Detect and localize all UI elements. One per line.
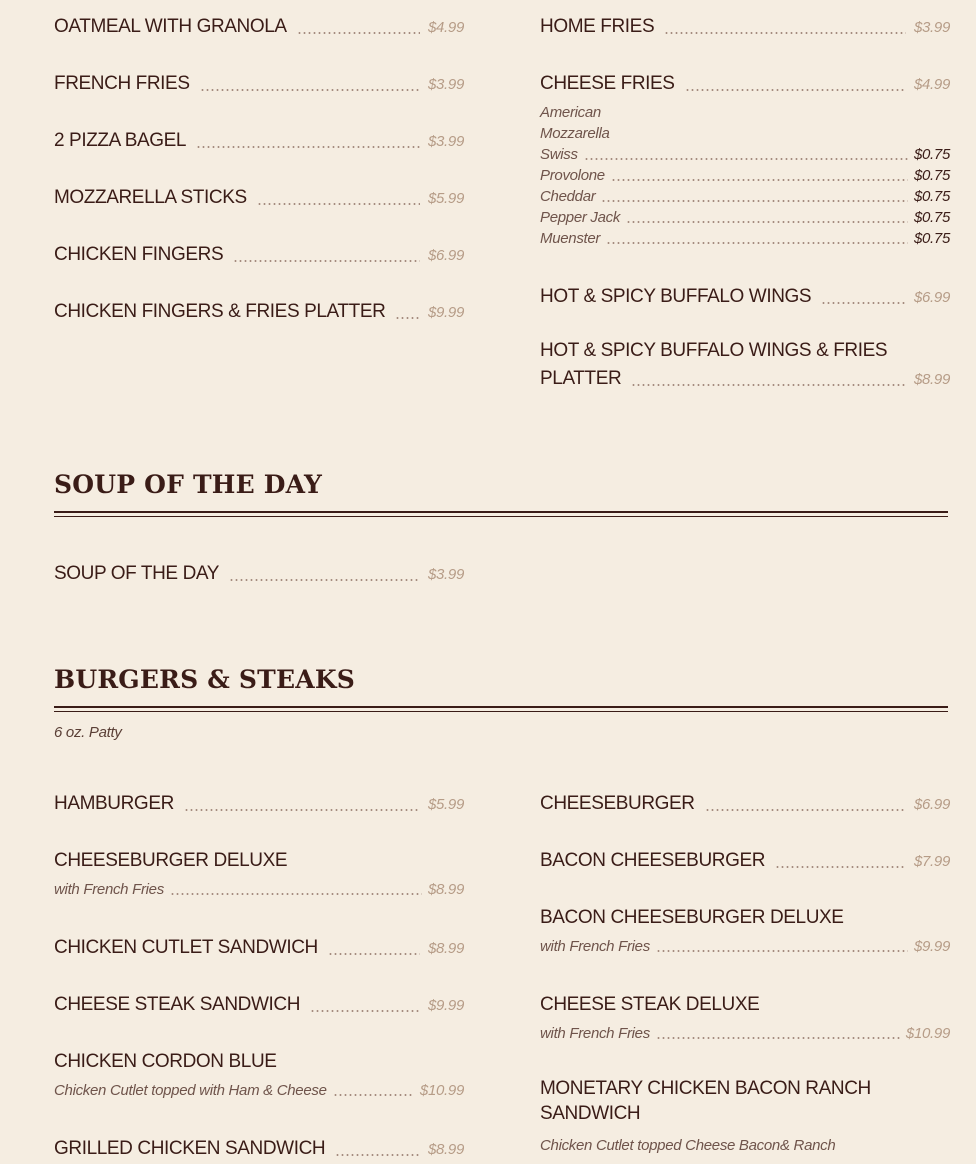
option-price: $0.75: [913, 167, 950, 184]
menu-item-detail: [540, 1024, 950, 1044]
menu-item-chicken-cutlet-sandwich: [54, 933, 464, 959]
item-price: $5.99: [427, 796, 464, 813]
menu-item-french-fries: [54, 69, 464, 95]
item-price: $3.99: [427, 566, 464, 583]
menu-item-monetary-line1: MONETARY CHICKEN BACON RANCH: [540, 1078, 871, 1099]
dot-leader: [821, 302, 906, 304]
item-name: CHEESEBURGER: [540, 793, 695, 814]
dot-leader: [229, 579, 420, 581]
item-name: FRENCH FRIES: [54, 73, 190, 94]
item-detail: with French Fries: [540, 1025, 650, 1042]
dot-leader: [333, 1094, 414, 1096]
menu-item-chicken-cordon-blue: [54, 1047, 464, 1073]
item-name: BACON CHEESEBURGER DELUXE: [540, 907, 844, 928]
menu-item-bacon-cheeseburger: [540, 846, 950, 872]
option-name: American: [540, 104, 601, 121]
dot-leader: [685, 89, 906, 91]
item-name: CHEESEBURGER DELUXE: [54, 850, 288, 871]
dot-leader: [775, 866, 906, 868]
menu-item-soup: [54, 559, 464, 585]
section-divider: [54, 706, 948, 708]
dot-leader: [584, 158, 908, 160]
menu-item-hamburger: [54, 789, 464, 815]
cheese-option-cheddar: [540, 187, 950, 207]
cheese-option-mozzarella: [540, 124, 950, 144]
dot-leader: [328, 953, 420, 955]
item-name: CHEESE STEAK SANDWICH: [54, 994, 301, 1015]
item-name: CHICKEN CORDON BLUE: [54, 1051, 277, 1072]
item-detail: with French Fries: [540, 938, 650, 955]
item-price: $9.99: [427, 997, 464, 1014]
item-name: CHICKEN CUTLET SANDWICH: [54, 937, 318, 958]
section-note: 6 oz. Patty: [54, 724, 122, 741]
item-name: OATMEAL WITH GRANOLA: [54, 16, 287, 37]
dot-leader: [233, 260, 420, 262]
item-price: $3.99: [913, 19, 950, 36]
dot-leader: [257, 203, 420, 205]
menu-item-cheeseburger: [540, 789, 950, 815]
item-price: $9.99: [913, 938, 950, 955]
item-price: $6.99: [913, 289, 950, 306]
menu-item-pizza-bagel: [54, 126, 464, 152]
cheese-option-provolone: [540, 166, 950, 186]
item-price: $8.99: [427, 1141, 464, 1158]
dot-leader: [705, 809, 906, 811]
item-detail: Chicken Cutlet topped Cheese Bacon& Ranch: [540, 1137, 836, 1154]
dot-leader: [656, 950, 908, 952]
menu-item-chicken-fingers: [54, 240, 464, 266]
item-detail: with French Fries: [54, 881, 164, 898]
dot-leader: [297, 32, 420, 34]
item-name: SOUP OF THE DAY: [54, 563, 220, 584]
menu-item-grilled-chicken-sandwich: [54, 1134, 464, 1160]
item-name: PLATTER: [540, 368, 622, 389]
menu-item-cheeseburger-deluxe: [54, 846, 464, 872]
cheese-option-swiss: [540, 145, 950, 165]
dot-leader: [335, 1154, 420, 1156]
menu-item-detail: [54, 1081, 464, 1101]
dot-leader: [626, 221, 908, 223]
menu-item-bacon-cheeseburger-deluxe: [540, 903, 950, 929]
cheese-option-muenster: [540, 229, 950, 249]
section-title-soup: SOUP OF THE DAY: [54, 470, 323, 499]
item-price: $10.99: [905, 1025, 950, 1042]
item-name: CHICKEN FINGERS & FRIES PLATTER: [54, 301, 386, 322]
item-name: MOZZARELLA STICKS: [54, 187, 247, 208]
item-price: $8.99: [427, 881, 464, 898]
dot-leader: [606, 242, 908, 244]
item-price: $7.99: [913, 853, 950, 870]
item-price: $5.99: [427, 190, 464, 207]
menu-item-mozzarella-sticks: [54, 183, 464, 209]
section-title-burgers: BURGERS & STEAKS: [54, 665, 356, 694]
item-price: $4.99: [427, 19, 464, 36]
option-name: Pepper Jack: [540, 209, 621, 226]
item-detail: Chicken Cutlet topped with Ham & Cheese: [54, 1082, 327, 1099]
dot-leader: [310, 1010, 420, 1012]
section-divider-thin: [54, 711, 948, 712]
option-price: $0.75: [913, 146, 950, 163]
section-divider: [54, 511, 948, 513]
item-name: CHEESE FRIES: [540, 73, 675, 94]
dot-leader: [611, 179, 908, 181]
item-name: HOT & SPICY BUFFALO WINGS: [540, 286, 812, 307]
option-price: $0.75: [913, 230, 950, 247]
menu-item-monetary-line2: SANDWICH: [540, 1103, 641, 1124]
option-name: Swiss: [540, 146, 578, 163]
item-price: $6.99: [427, 247, 464, 264]
cheese-option-american: [540, 103, 950, 123]
menu-item-buffalo-wings: [540, 282, 950, 308]
dot-leader: [395, 317, 420, 319]
item-price: $6.99: [913, 796, 950, 813]
item-name: HOME FRIES: [540, 16, 655, 37]
option-name: Provolone: [540, 167, 605, 184]
option-name: Muenster: [540, 230, 601, 247]
item-name: BACON CHEESEBURGER: [540, 850, 766, 871]
option-price: $0.75: [913, 209, 950, 226]
dot-leader: [664, 32, 906, 34]
item-price: $3.99: [427, 133, 464, 150]
dot-leader: [170, 893, 422, 895]
section-divider-thin: [54, 516, 948, 517]
menu-item-wings-platter-line1: HOT & SPICY BUFFALO WINGS & FRIES: [540, 340, 888, 361]
item-price: $8.99: [913, 371, 950, 388]
menu-item-detail: [54, 880, 464, 900]
dot-leader: [601, 200, 908, 202]
menu-item-wings-platter: [540, 364, 950, 390]
menu-item-chicken-fingers-platter: [54, 297, 464, 323]
option-name: Cheddar: [540, 188, 596, 205]
menu-item-cheese-steak-deluxe: [540, 990, 950, 1016]
item-name: CHICKEN FINGERS: [54, 244, 224, 265]
dot-leader: [196, 146, 420, 148]
menu-item-detail: [540, 1136, 950, 1156]
menu-item-cheese-steak-sandwich: [54, 990, 464, 1016]
item-price: $8.99: [427, 940, 464, 957]
cheese-option-pepper-jack: [540, 208, 950, 228]
item-price: $4.99: [913, 76, 950, 93]
item-name: 2 PIZZA BAGEL: [54, 130, 187, 151]
item-price: $9.99: [427, 304, 464, 321]
item-price: $10.99: [419, 1082, 464, 1099]
dot-leader: [631, 384, 906, 386]
item-name: CHEESE STEAK DELUXE: [540, 994, 760, 1015]
item-name: GRILLED CHICKEN SANDWICH: [54, 1138, 326, 1159]
dot-leader: [200, 89, 420, 91]
item-price: $3.99: [427, 76, 464, 93]
item-name: HAMBURGER: [54, 793, 174, 814]
dot-leader: [656, 1037, 900, 1039]
menu-item-oatmeal: [54, 12, 464, 38]
dot-leader: [184, 809, 420, 811]
menu-item-detail: [540, 937, 950, 957]
option-name: Mozzarella: [540, 125, 610, 142]
menu-item-cheese-fries: [540, 69, 950, 95]
option-price: $0.75: [913, 188, 950, 205]
menu-item-home-fries: [540, 12, 950, 38]
